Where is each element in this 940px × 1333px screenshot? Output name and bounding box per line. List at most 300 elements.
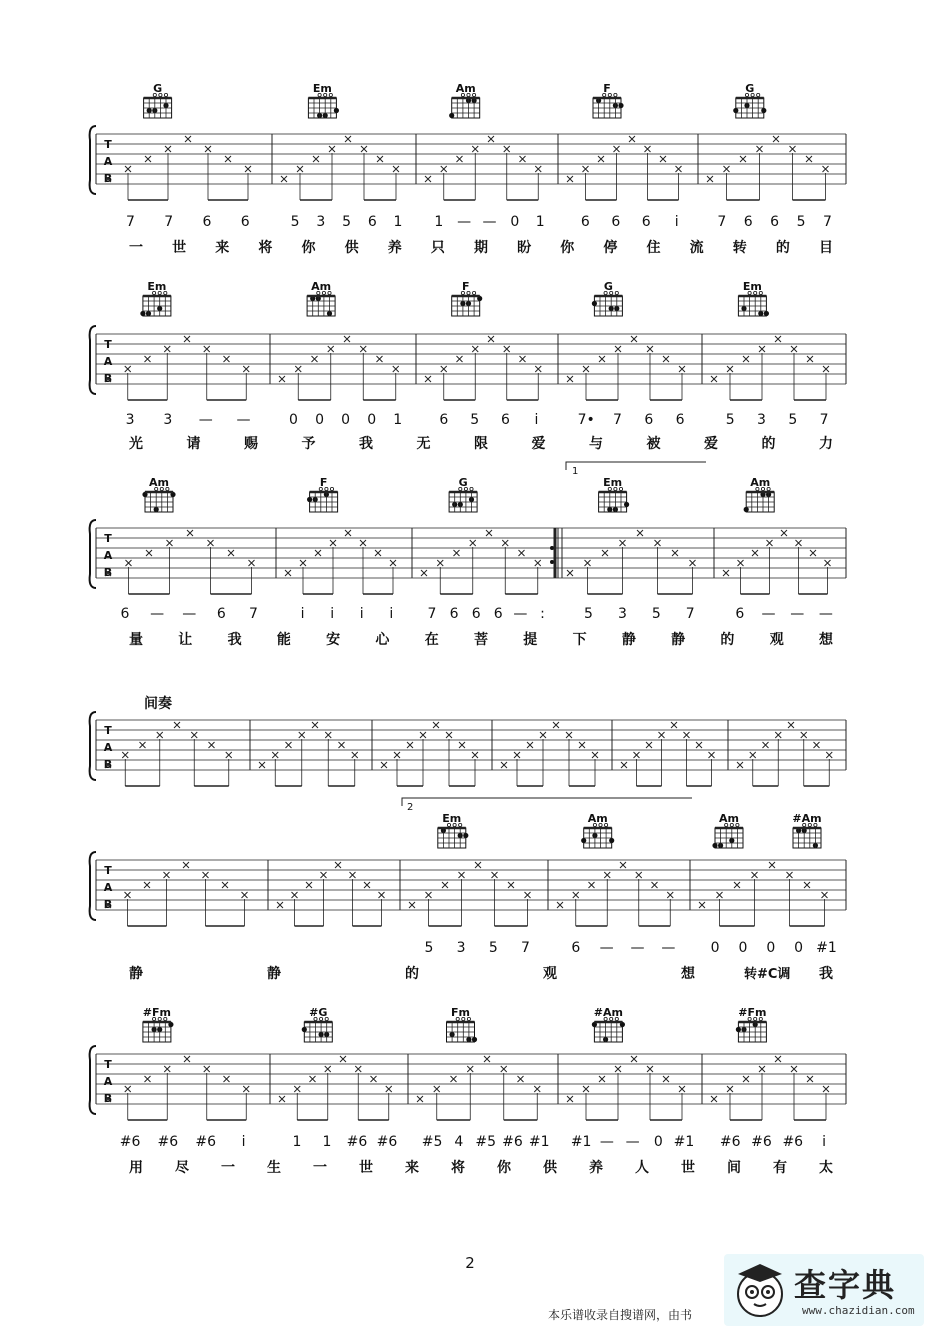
numbered-note: 0	[315, 412, 324, 428]
tab-x-note	[272, 752, 278, 758]
numbered-note: 3	[617, 606, 627, 622]
numbered-note: 5	[470, 412, 480, 428]
tab-x-note	[759, 346, 765, 352]
tab-x-note	[767, 540, 773, 546]
lyric-char: 我	[227, 632, 242, 648]
lyric-char: 间	[727, 1160, 741, 1176]
tab-x-note	[224, 1076, 230, 1082]
tab-x-note	[245, 166, 251, 172]
tab-x-note	[425, 176, 431, 182]
numbered-note: 3	[163, 412, 173, 428]
lyric-char: 光	[129, 436, 143, 452]
tab-x-note	[344, 336, 350, 342]
tab-x-note	[390, 560, 396, 566]
tab-x-note	[501, 762, 507, 768]
tab-x-note	[340, 1056, 346, 1062]
tab-x-note	[441, 366, 447, 372]
tab-x-note	[502, 540, 508, 546]
numbered-note: —	[599, 940, 614, 956]
numbered-note: 5	[651, 606, 661, 622]
tab-x-note	[204, 346, 210, 352]
lyric-char: 限	[474, 436, 488, 452]
tab-x-note	[285, 570, 291, 576]
numbered-note: 6	[611, 214, 621, 230]
numbered-note: 6	[449, 606, 459, 622]
tab-x-note	[420, 732, 426, 738]
tab-x-note	[796, 540, 802, 546]
numbered-note: —	[630, 940, 645, 956]
tab-x-note	[567, 176, 573, 182]
lyric-char: 想	[819, 632, 833, 648]
tab-x-note	[292, 892, 298, 898]
numbered-note: 0	[653, 1134, 663, 1150]
tab-x-note	[711, 1096, 717, 1102]
tab-x-note	[615, 346, 621, 352]
lyric-char: 期	[474, 240, 488, 256]
lyric-char: 只	[430, 240, 445, 256]
lyric-char: 心	[375, 632, 390, 648]
lyric-char: 停	[603, 240, 618, 256]
lyric-char: 供	[543, 1160, 557, 1176]
tab-x-note	[557, 902, 563, 908]
page-number: 2	[465, 1254, 475, 1272]
numbered-note: 6	[743, 214, 753, 230]
chord-name: Am	[311, 280, 332, 293]
tab-x-note	[672, 550, 678, 556]
tab-x-note	[295, 366, 301, 372]
tab-x-note	[573, 892, 579, 898]
lyric-char: 提	[523, 632, 538, 648]
numbered-note: —	[818, 606, 833, 622]
finger-dot	[618, 103, 623, 108]
tab-x-note	[184, 336, 190, 342]
lyric-char: 让	[178, 632, 193, 648]
chord-name: Am	[149, 476, 169, 489]
tab-x-note	[325, 732, 331, 738]
numbered-note: i	[389, 606, 394, 622]
lyric-char: 尽	[175, 1160, 189, 1176]
numbered-note: 5	[788, 412, 798, 428]
numbered-note: 1	[393, 412, 403, 428]
system-brace	[90, 326, 96, 394]
tab-x-note	[801, 732, 807, 738]
tab-x-note	[140, 742, 146, 748]
numbered-note: i	[674, 214, 679, 230]
numbered-note: #5	[475, 1134, 496, 1150]
chord-name: Fm	[451, 1006, 470, 1019]
repeat-dot	[550, 546, 554, 550]
chord-name: Em	[147, 280, 167, 293]
tab-x-note	[645, 146, 651, 152]
tab-x-note	[488, 336, 494, 342]
numbered-note: 6	[644, 412, 654, 428]
lyric-char: 我	[359, 436, 373, 452]
numbered-note: #6	[157, 1134, 179, 1150]
tab-x-note	[637, 530, 643, 536]
tab-x-note	[209, 742, 215, 748]
numbered-note: —	[513, 606, 528, 622]
tab-x-note	[679, 366, 685, 372]
tab-x-note	[763, 742, 769, 748]
site-logo[interactable]	[724, 1254, 924, 1326]
tab-x-note	[707, 176, 713, 182]
logo-name: 查字典	[794, 1266, 897, 1304]
tab-x-note	[759, 1066, 765, 1072]
tab-x-note	[335, 862, 341, 868]
tab-x-note	[249, 560, 255, 566]
numbered-note: 7	[427, 606, 437, 622]
lyric-char: 流	[689, 240, 704, 256]
tab-x-note	[629, 136, 635, 142]
tab-x-note	[279, 1096, 285, 1102]
chord-name: G	[603, 280, 613, 293]
numbered-note: 7	[164, 214, 174, 230]
tab-x-note	[727, 366, 733, 372]
lyric-char: 世	[681, 1160, 695, 1176]
tab-x-note	[791, 1066, 797, 1072]
numbered-note: #6	[376, 1134, 398, 1150]
tab-x-note	[647, 346, 653, 352]
numbered-note: #6	[782, 1134, 804, 1150]
tab-x-note	[592, 752, 598, 758]
tab-x-note	[451, 1076, 457, 1082]
tab-clef-b: B	[103, 758, 113, 771]
tab-x-note	[437, 560, 443, 566]
numbered-note: 6	[439, 412, 449, 428]
tab-clef-b: B	[103, 566, 113, 579]
tab-x-note	[508, 882, 514, 888]
tab-x-note	[520, 156, 526, 162]
tab-x-note	[579, 742, 585, 748]
numbered-note: 0	[367, 412, 377, 428]
finger-dot	[463, 833, 468, 838]
lyric-char: 爱	[704, 436, 718, 452]
numbered-note: #1	[816, 940, 837, 956]
lyric-char: 量	[129, 632, 143, 648]
lyric-char: 能	[276, 632, 291, 648]
tab-x-note	[185, 136, 191, 142]
tab-x-note	[769, 862, 775, 868]
tab-x-note	[743, 1076, 749, 1082]
tab-x-note	[164, 872, 170, 878]
tab-x-note	[329, 146, 335, 152]
lyric-char: 太	[819, 1160, 833, 1176]
tab-x-note	[757, 146, 763, 152]
tab-clef-a: A	[103, 1075, 113, 1088]
chord-name: Am	[719, 812, 739, 825]
numbered-note: 7	[125, 214, 135, 230]
tab-x-note	[504, 146, 510, 152]
tab-clef-b: B	[103, 898, 113, 911]
finger-dot	[472, 1037, 477, 1042]
numbered-note: 0	[341, 412, 351, 428]
numbered-note: 7	[613, 412, 622, 428]
tab-x-note	[328, 346, 334, 352]
chord-name: Em	[742, 280, 762, 293]
open-string-marker	[164, 93, 167, 96]
tab-x-note	[646, 742, 652, 748]
tab-x-note	[144, 882, 150, 888]
lyric-char: 被	[646, 436, 661, 452]
tab-x-note	[810, 550, 816, 556]
chord-name: G	[153, 82, 163, 95]
tab-x-note	[567, 570, 573, 576]
tab-x-note	[787, 872, 793, 878]
chord-name: Em	[442, 812, 462, 825]
numbered-note: 6	[735, 606, 745, 622]
tab-x-note	[157, 732, 163, 738]
numbered-note: i	[241, 1134, 246, 1150]
tab-x-note	[740, 156, 746, 162]
lyric-char: 安	[326, 632, 341, 648]
key-change-label: 转#C调	[744, 967, 791, 982]
tab-x-note	[660, 156, 666, 162]
numbered-note: #6	[719, 1134, 741, 1150]
tab-x-note	[488, 136, 494, 142]
tab-x-note	[631, 336, 637, 342]
numbered-note: 1	[434, 214, 444, 230]
tab-x-note	[553, 722, 559, 728]
tab-x-note	[636, 872, 642, 878]
finger-dot	[334, 108, 339, 113]
tab-x-note	[743, 356, 749, 362]
tab-x-note	[407, 742, 413, 748]
tab-x-note	[723, 570, 729, 576]
tab-x-note	[696, 742, 702, 748]
numbered-note: —	[790, 606, 805, 622]
numbered-note: #1	[528, 1134, 550, 1150]
tab-x-note	[599, 1076, 605, 1082]
tab-x-note	[377, 356, 383, 362]
numbered-note: 5	[290, 214, 300, 230]
chord-name: #Fm	[142, 1006, 172, 1019]
tab-x-note	[421, 570, 427, 576]
chord-name: Am	[587, 812, 608, 825]
lyric-char: 观	[543, 966, 557, 982]
tab-x-note	[459, 742, 465, 748]
tab-x-note	[300, 560, 306, 566]
tab-x-note	[122, 752, 128, 758]
tab-x-note	[525, 892, 531, 898]
tab-x-note	[602, 550, 608, 556]
lyric-char: 下	[572, 632, 587, 648]
tab-x-note	[781, 530, 787, 536]
tab-x-note	[825, 560, 831, 566]
tab-clef-a: A	[103, 881, 113, 894]
finger-dot	[581, 838, 586, 843]
tab-x-note	[187, 530, 193, 536]
lyric-char: 的	[720, 632, 735, 648]
numbered-note: #6	[195, 1134, 217, 1150]
lyric-char: 静	[671, 632, 686, 648]
tab-x-note	[433, 722, 439, 728]
tab-x-note	[598, 156, 604, 162]
lyric-char: 观	[769, 632, 784, 648]
numbered-note: 6	[770, 214, 780, 230]
tab-x-note	[807, 1076, 813, 1082]
open-string-marker	[473, 291, 476, 294]
tab-clef-a: A	[103, 155, 113, 168]
finger-dot	[302, 1027, 307, 1032]
chord-name: G	[745, 82, 755, 95]
tab-x-note	[183, 862, 189, 868]
numbered-note: 0	[766, 940, 776, 956]
numbered-note: 5	[796, 214, 806, 230]
lyric-char: 想	[681, 966, 695, 982]
numbered-note: 5	[424, 940, 434, 956]
system-brace	[90, 1046, 96, 1114]
numbered-note: 0	[510, 214, 520, 230]
tab-x-note	[535, 366, 541, 372]
numbered-note: #6	[502, 1134, 523, 1150]
tab-x-note	[814, 742, 820, 748]
finger-dot	[761, 108, 766, 113]
tab-x-note	[164, 346, 170, 352]
tab-x-note	[589, 882, 595, 888]
tab-x-note	[364, 882, 370, 888]
numbered-note: 7	[823, 214, 832, 230]
tab-x-note	[737, 762, 743, 768]
tab-x-note	[350, 872, 356, 878]
system-brace	[90, 520, 96, 588]
tab-x-note	[203, 872, 209, 878]
tab-x-note	[145, 356, 151, 362]
lyric-char: 静	[621, 632, 636, 648]
tab-x-note	[807, 356, 813, 362]
chord-name: F	[461, 280, 470, 293]
tab-x-note	[459, 872, 465, 878]
tab-x-note	[205, 146, 211, 152]
numbered-note: —	[182, 606, 197, 622]
numbered-note: 1	[535, 214, 545, 230]
lyric-char: 供	[344, 240, 359, 256]
numbered-note: 1	[322, 1134, 332, 1150]
numbered-note: —	[661, 940, 676, 956]
tab-x-note	[663, 1076, 669, 1082]
volta-bracket-2	[402, 798, 692, 806]
tab-x-note	[125, 166, 131, 172]
tab-x-note	[470, 540, 476, 546]
footer-source-text: 本乐谱收录自搜谱网，由书	[548, 1308, 693, 1322]
tab-x-note	[519, 550, 525, 556]
numbered-note: 4	[454, 1134, 464, 1150]
tab-x-note	[425, 376, 431, 382]
lyric-char: 目	[819, 240, 833, 256]
finger-dot	[733, 108, 738, 113]
tab-x-note	[752, 550, 758, 556]
tab-x-note	[472, 146, 478, 152]
tab-x-note	[426, 892, 432, 898]
numbered-note: 6	[501, 412, 510, 428]
numbered-note: 7	[685, 606, 695, 622]
numbered-note: 6	[571, 940, 581, 956]
tab-x-note	[277, 902, 283, 908]
tab-x-note	[330, 540, 336, 546]
numbered-note: #6	[751, 1134, 772, 1150]
numbered-note: —	[625, 1134, 640, 1150]
owl-mascot-icon	[730, 1260, 790, 1320]
tab-x-note	[312, 356, 318, 362]
tab-x-note	[184, 1056, 190, 1062]
numbered-note: 1	[393, 214, 403, 230]
numbered-note: 0	[710, 940, 720, 956]
lyric-char: 来	[215, 240, 230, 256]
chord-name: F	[603, 82, 611, 95]
chord-name: #Am	[593, 1006, 624, 1019]
numbered-note: #1	[673, 1134, 695, 1150]
tab-x-note	[441, 166, 447, 172]
lyric-char: 生	[267, 1160, 281, 1176]
numbered-note: #6	[346, 1134, 368, 1150]
lyric-char: 将	[258, 240, 273, 256]
finger-dot	[609, 838, 614, 843]
tab-x-note	[226, 752, 232, 758]
numbered-note: —	[457, 214, 472, 230]
lyric-char: 与	[589, 436, 603, 452]
numbered-note: 6	[493, 606, 503, 622]
numbered-note: 6	[471, 606, 481, 622]
chord-name: G	[458, 476, 468, 489]
tab-clef-b: B	[103, 172, 113, 185]
numbered-note: 7	[521, 940, 530, 956]
numbered-note: 6	[120, 606, 130, 622]
lyric-char: 有	[773, 1160, 787, 1176]
chord-name: Am	[750, 476, 771, 489]
tab-x-note	[791, 346, 797, 352]
interlude-label: 间奏	[144, 696, 172, 712]
tab-x-note	[371, 1076, 377, 1082]
tab-x-note	[620, 862, 626, 868]
tab-x-note	[310, 1076, 316, 1082]
tab-x-note	[222, 882, 228, 888]
tab-x-note	[325, 1066, 331, 1072]
tab-clef-b: B	[103, 1092, 113, 1105]
tab-x-note	[417, 1096, 423, 1102]
chord-name: #G	[309, 1006, 328, 1019]
tab-clef-t: T	[104, 1058, 112, 1071]
tab-x-note	[243, 1086, 249, 1092]
lyric-char: 赐	[244, 436, 258, 452]
tab-x-note	[312, 722, 318, 728]
numbered-note: 6	[216, 606, 226, 622]
tab-x-note	[409, 902, 415, 908]
tab-x-note	[671, 722, 677, 728]
tab-clef-t: T	[104, 138, 112, 151]
tab-x-note	[484, 1056, 490, 1062]
lyric-char: 力	[819, 436, 833, 452]
finger-dot	[307, 497, 312, 502]
logo-url: www.chazidian.com	[802, 1304, 915, 1317]
lyric-char: 菩	[474, 632, 488, 648]
tab-x-note	[191, 732, 197, 738]
numbered-note: 7•	[577, 412, 595, 428]
tab-x-note	[823, 166, 829, 172]
tab-x-note	[738, 560, 744, 566]
tab-x-note	[228, 550, 234, 556]
tab-x-note	[734, 882, 740, 888]
lyric-char: 请	[186, 436, 201, 452]
tab-x-note	[750, 752, 756, 758]
tab-x-note	[472, 346, 478, 352]
tab-x-note	[145, 156, 151, 162]
numbered-note: 6	[675, 412, 685, 428]
numbered-note: i	[822, 1134, 827, 1150]
lyric-char: 的	[405, 966, 419, 982]
numbered-note: 1	[292, 1134, 302, 1150]
numbered-note: 5	[342, 214, 352, 230]
numbered-note: 7	[819, 412, 829, 428]
tab-x-note	[486, 530, 492, 536]
